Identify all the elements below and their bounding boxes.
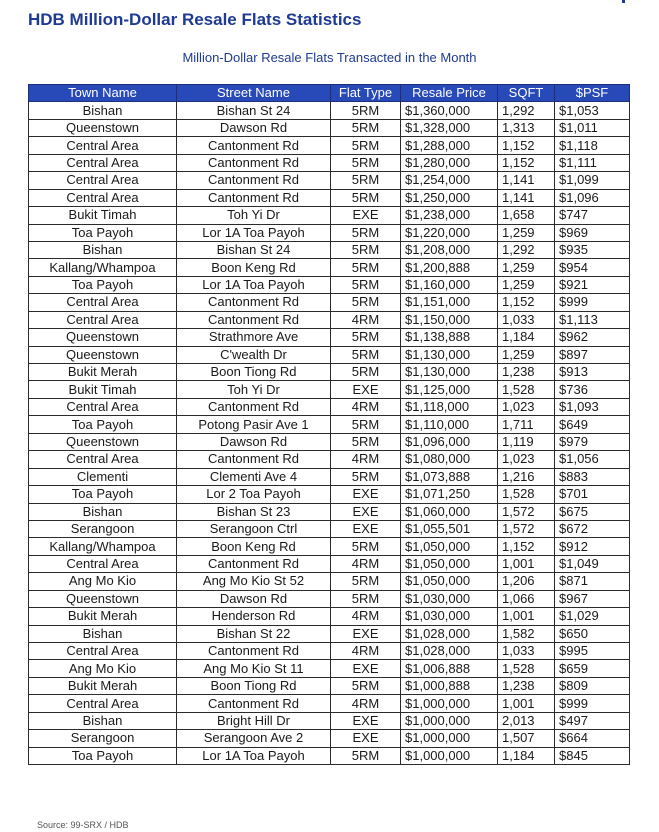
price-cell: $1,110,000 [401, 416, 498, 433]
street-cell: Bishan St 22 [177, 625, 331, 642]
price-cell: $1,096,000 [401, 433, 498, 450]
town-cell: Toa Payoh [29, 276, 177, 293]
price-cell: $1,150,000 [401, 311, 498, 328]
town-cell: Bukit Timah [29, 207, 177, 224]
street-cell: Clementi Ave 4 [177, 468, 331, 485]
town-cell: Queenstown [29, 433, 177, 450]
table-row [29, 643, 630, 660]
flat-type-cell: 4RM [331, 311, 401, 328]
header-sqft: SQFT [498, 85, 555, 102]
flat-type-cell: 5RM [331, 346, 401, 363]
table-row [29, 503, 630, 520]
sqft-cell: 1,528 [498, 486, 555, 503]
town-cell: Central Area [29, 154, 177, 171]
sqft-cell: 1,152 [498, 538, 555, 555]
flat-type-cell: 4RM [331, 695, 401, 712]
price-cell: $1,138,888 [401, 329, 498, 346]
price-cell: $1,151,000 [401, 294, 498, 311]
table-row [29, 468, 630, 485]
street-cell: Cantonment Rd [177, 311, 331, 328]
flat-type-cell: 5RM [331, 241, 401, 258]
street-cell: Dawson Rd [177, 433, 331, 450]
psf-cell: $979 [555, 433, 630, 450]
psf-cell: $1,118 [555, 137, 630, 154]
flat-type-cell: 4RM [331, 608, 401, 625]
street-cell: Bishan St 24 [177, 241, 331, 258]
price-cell: $1,360,000 [401, 102, 498, 119]
accent-mark [622, 0, 625, 3]
table-row [29, 224, 630, 241]
town-cell: Bishan [29, 712, 177, 729]
table-row [29, 102, 630, 119]
price-cell: $1,006,888 [401, 660, 498, 677]
street-cell: Dawson Rd [177, 119, 331, 136]
flat-type-cell: 5RM [331, 538, 401, 555]
psf-cell: $1,113 [555, 311, 630, 328]
price-cell: $1,130,000 [401, 364, 498, 381]
sqft-cell: 1,711 [498, 416, 555, 433]
table-row [29, 677, 630, 694]
street-cell: Henderson Rd [177, 608, 331, 625]
price-cell: $1,071,250 [401, 486, 498, 503]
table-row [29, 398, 630, 415]
flat-type-cell: 5RM [331, 590, 401, 607]
flat-type-cell: 5RM [331, 294, 401, 311]
town-cell: Bukit Merah [29, 677, 177, 694]
street-cell: Cantonment Rd [177, 451, 331, 468]
psf-cell: $1,096 [555, 189, 630, 206]
psf-cell: $1,111 [555, 154, 630, 171]
flat-type-cell: EXE [331, 486, 401, 503]
sqft-cell: 1,313 [498, 119, 555, 136]
table-row [29, 747, 630, 764]
sqft-cell: 1,292 [498, 241, 555, 258]
flat-type-cell: EXE [331, 381, 401, 398]
psf-cell: $962 [555, 329, 630, 346]
sqft-cell: 1,206 [498, 573, 555, 590]
street-cell: Cantonment Rd [177, 695, 331, 712]
header-psf: $PSF [555, 85, 630, 102]
town-cell: Toa Payoh [29, 224, 177, 241]
table-row [29, 573, 630, 590]
psf-cell: $672 [555, 520, 630, 537]
price-cell: $1,050,000 [401, 538, 498, 555]
sqft-cell: 1,216 [498, 468, 555, 485]
table-row [29, 416, 630, 433]
flat-type-cell: 5RM [331, 224, 401, 241]
flat-type-cell: 5RM [331, 259, 401, 276]
town-cell: Bishan [29, 241, 177, 258]
sqft-cell: 1,658 [498, 207, 555, 224]
psf-cell: $649 [555, 416, 630, 433]
price-cell: $1,280,000 [401, 154, 498, 171]
street-cell: Toh Yi Dr [177, 381, 331, 398]
street-cell: Lor 2 Toa Payoh [177, 486, 331, 503]
sqft-cell: 1,259 [498, 276, 555, 293]
street-cell: Toh Yi Dr [177, 207, 331, 224]
sqft-cell: 1,572 [498, 520, 555, 537]
sqft-cell: 1,001 [498, 695, 555, 712]
town-cell: Ang Mo Kio [29, 660, 177, 677]
table-row [29, 137, 630, 154]
street-cell: Boon Keng Rd [177, 538, 331, 555]
town-cell: Clementi [29, 468, 177, 485]
price-cell: $1,254,000 [401, 172, 498, 189]
town-cell: Serangoon [29, 730, 177, 747]
town-cell: Kallang/Whampoa [29, 538, 177, 555]
flat-type-cell: EXE [331, 660, 401, 677]
flat-type-cell: 5RM [331, 119, 401, 136]
psf-cell: $650 [555, 625, 630, 642]
street-cell: Ang Mo Kio St 11 [177, 660, 331, 677]
town-cell: Central Area [29, 311, 177, 328]
sqft-cell: 1,023 [498, 398, 555, 415]
table-row [29, 329, 630, 346]
psf-cell: $935 [555, 241, 630, 258]
table-row [29, 730, 630, 747]
table-row [29, 364, 630, 381]
flat-type-cell: 5RM [331, 172, 401, 189]
street-cell: Ang Mo Kio St 52 [177, 573, 331, 590]
flat-type-cell: 5RM [331, 189, 401, 206]
sqft-cell: 1,152 [498, 137, 555, 154]
sqft-cell: 1,184 [498, 329, 555, 346]
town-cell: Queenstown [29, 346, 177, 363]
psf-cell: $1,099 [555, 172, 630, 189]
sqft-cell: 1,259 [498, 346, 555, 363]
table-row [29, 207, 630, 224]
town-cell: Central Area [29, 189, 177, 206]
psf-cell: $913 [555, 364, 630, 381]
price-cell: $1,208,000 [401, 241, 498, 258]
flat-type-cell: EXE [331, 730, 401, 747]
flat-type-cell: 4RM [331, 555, 401, 572]
psf-cell: $1,029 [555, 608, 630, 625]
street-cell: Boon Tiong Rd [177, 677, 331, 694]
table-subtitle: Million-Dollar Resale Flats Transacted in the Month [182, 50, 477, 65]
price-cell: $1,118,000 [401, 398, 498, 415]
flat-type-cell: 5RM [331, 433, 401, 450]
psf-cell: $701 [555, 486, 630, 503]
sqft-cell: 1,582 [498, 625, 555, 642]
street-cell: Dawson Rd [177, 590, 331, 607]
sqft-cell: 1,141 [498, 189, 555, 206]
header-street-name: Street Name [177, 85, 331, 102]
sqft-cell: 1,001 [498, 608, 555, 625]
table-row [29, 381, 630, 398]
table-row [29, 276, 630, 293]
table-row [29, 433, 630, 450]
page-title: HDB Million-Dollar Resale Flats Statistics [28, 10, 362, 29]
psf-cell: $999 [555, 294, 630, 311]
flat-type-cell: 5RM [331, 102, 401, 119]
town-cell: Ang Mo Kio [29, 573, 177, 590]
flat-type-cell: 5RM [331, 154, 401, 171]
town-cell: Bishan [29, 503, 177, 520]
sqft-cell: 1,066 [498, 590, 555, 607]
street-cell: Lor 1A Toa Payoh [177, 224, 331, 241]
table-row [29, 451, 630, 468]
town-cell: Central Area [29, 451, 177, 468]
price-cell: $1,000,000 [401, 747, 498, 764]
sqft-cell: 1,528 [498, 660, 555, 677]
price-cell: $1,000,000 [401, 712, 498, 729]
psf-cell: $921 [555, 276, 630, 293]
street-cell: Cantonment Rd [177, 294, 331, 311]
psf-cell: $1,093 [555, 398, 630, 415]
psf-cell: $967 [555, 590, 630, 607]
street-cell: Cantonment Rd [177, 189, 331, 206]
town-cell: Toa Payoh [29, 486, 177, 503]
price-cell: $1,000,888 [401, 677, 498, 694]
psf-cell: $999 [555, 695, 630, 712]
sqft-cell: 1,292 [498, 102, 555, 119]
table-row [29, 486, 630, 503]
street-cell: Lor 1A Toa Payoh [177, 276, 331, 293]
town-cell: Serangoon [29, 520, 177, 537]
town-cell: Bukit Merah [29, 608, 177, 625]
town-cell: Queenstown [29, 119, 177, 136]
street-cell: Cantonment Rd [177, 154, 331, 171]
sqft-cell: 1,572 [498, 503, 555, 520]
table-row [29, 520, 630, 537]
table-row [29, 241, 630, 258]
flat-type-cell: 4RM [331, 643, 401, 660]
table-row [29, 346, 630, 363]
sqft-cell: 1,001 [498, 555, 555, 572]
psf-cell: $897 [555, 346, 630, 363]
psf-cell: $659 [555, 660, 630, 677]
sqft-cell: 1,238 [498, 364, 555, 381]
flat-type-cell: 5RM [331, 276, 401, 293]
price-cell: $1,050,000 [401, 573, 498, 590]
sqft-cell: 1,184 [498, 747, 555, 764]
price-cell: $1,055,501 [401, 520, 498, 537]
price-cell: $1,160,000 [401, 276, 498, 293]
psf-cell: $1,053 [555, 102, 630, 119]
street-cell: Lor 1A Toa Payoh [177, 747, 331, 764]
price-cell: $1,130,000 [401, 346, 498, 363]
street-cell: Boon Tiong Rd [177, 364, 331, 381]
flat-type-cell: 5RM [331, 747, 401, 764]
psf-cell: $871 [555, 573, 630, 590]
street-cell: Bishan St 23 [177, 503, 331, 520]
town-cell: Central Area [29, 294, 177, 311]
flat-type-cell: 5RM [331, 137, 401, 154]
price-cell: $1,328,000 [401, 119, 498, 136]
price-cell: $1,030,000 [401, 590, 498, 607]
flat-type-cell: EXE [331, 520, 401, 537]
flat-type-cell: EXE [331, 207, 401, 224]
table-header-row [29, 85, 630, 102]
flat-type-cell: 5RM [331, 677, 401, 694]
street-cell: Cantonment Rd [177, 137, 331, 154]
town-cell: Kallang/Whampoa [29, 259, 177, 276]
psf-cell: $1,011 [555, 119, 630, 136]
flat-type-cell: 5RM [331, 364, 401, 381]
price-cell: $1,030,000 [401, 608, 498, 625]
sqft-cell: 2,013 [498, 712, 555, 729]
town-cell: Central Area [29, 172, 177, 189]
street-cell: Cantonment Rd [177, 172, 331, 189]
town-cell: Toa Payoh [29, 416, 177, 433]
street-cell: Strathmore Ave [177, 329, 331, 346]
table-row [29, 555, 630, 572]
psf-cell: $912 [555, 538, 630, 555]
table-row [29, 712, 630, 729]
town-cell: Bishan [29, 102, 177, 119]
price-cell: $1,000,000 [401, 695, 498, 712]
header-town-name: Town Name [29, 85, 177, 102]
street-cell: Serangoon Ctrl [177, 520, 331, 537]
price-cell: $1,050,000 [401, 555, 498, 572]
flat-type-cell: 5RM [331, 468, 401, 485]
table-row [29, 608, 630, 625]
town-cell: Central Area [29, 555, 177, 572]
sqft-cell: 1,259 [498, 259, 555, 276]
town-cell: Central Area [29, 643, 177, 660]
psf-cell: $883 [555, 468, 630, 485]
table-body [29, 102, 630, 765]
psf-cell: $845 [555, 747, 630, 764]
price-cell: $1,080,000 [401, 451, 498, 468]
table-row [29, 538, 630, 555]
town-cell: Central Area [29, 695, 177, 712]
town-cell: Central Area [29, 398, 177, 415]
flat-type-cell: 4RM [331, 398, 401, 415]
flat-type-cell: 4RM [331, 451, 401, 468]
psf-cell: $1,049 [555, 555, 630, 572]
table-row [29, 172, 630, 189]
sqft-cell: 1,528 [498, 381, 555, 398]
price-cell: $1,250,000 [401, 189, 498, 206]
price-cell: $1,220,000 [401, 224, 498, 241]
psf-cell: $736 [555, 381, 630, 398]
sqft-cell: 1,152 [498, 294, 555, 311]
psf-cell: $809 [555, 677, 630, 694]
price-cell: $1,060,000 [401, 503, 498, 520]
table-row [29, 294, 630, 311]
price-cell: $1,238,000 [401, 207, 498, 224]
flat-type-cell: 5RM [331, 416, 401, 433]
flat-type-cell: EXE [331, 503, 401, 520]
street-cell: Bright Hill Dr [177, 712, 331, 729]
table-row [29, 625, 630, 642]
sqft-cell: 1,119 [498, 433, 555, 450]
flat-type-cell: 5RM [331, 573, 401, 590]
price-cell: $1,125,000 [401, 381, 498, 398]
street-cell: Cantonment Rd [177, 643, 331, 660]
price-cell: $1,000,000 [401, 730, 498, 747]
town-cell: Queenstown [29, 590, 177, 607]
street-cell: Potong Pasir Ave 1 [177, 416, 331, 433]
town-cell: Bukit Timah [29, 381, 177, 398]
psf-cell: $664 [555, 730, 630, 747]
psf-cell: $497 [555, 712, 630, 729]
header-resale-price: Resale Price [401, 85, 498, 102]
table-row [29, 154, 630, 171]
psf-cell: $747 [555, 207, 630, 224]
price-cell: $1,073,888 [401, 468, 498, 485]
sqft-cell: 1,033 [498, 311, 555, 328]
street-cell: Serangoon Ave 2 [177, 730, 331, 747]
table-row [29, 119, 630, 136]
town-cell: Toa Payoh [29, 747, 177, 764]
table-row [29, 189, 630, 206]
psf-cell: $1,056 [555, 451, 630, 468]
sqft-cell: 1,507 [498, 730, 555, 747]
table-row [29, 311, 630, 328]
town-cell: Queenstown [29, 329, 177, 346]
table-row [29, 660, 630, 677]
flat-type-cell: 5RM [331, 329, 401, 346]
sqft-cell: 1,033 [498, 643, 555, 660]
price-cell: $1,028,000 [401, 625, 498, 642]
town-cell: Bukit Merah [29, 364, 177, 381]
flat-type-cell: EXE [331, 625, 401, 642]
price-cell: $1,288,000 [401, 137, 498, 154]
psf-cell: $675 [555, 503, 630, 520]
price-cell: $1,200,888 [401, 259, 498, 276]
sqft-cell: 1,152 [498, 154, 555, 171]
psf-cell: $954 [555, 259, 630, 276]
town-cell: Central Area [29, 137, 177, 154]
sqft-cell: 1,023 [498, 451, 555, 468]
header-flat-type: Flat Type [331, 85, 401, 102]
street-cell: Bishan St 24 [177, 102, 331, 119]
source-note: Source: 99-SRX / HDB [37, 820, 129, 830]
town-cell: Bishan [29, 625, 177, 642]
street-cell: Cantonment Rd [177, 398, 331, 415]
sqft-cell: 1,238 [498, 677, 555, 694]
psf-cell: $995 [555, 643, 630, 660]
sqft-cell: 1,259 [498, 224, 555, 241]
top-accent-bar [0, 0, 659, 3]
table-row [29, 259, 630, 276]
psf-cell: $969 [555, 224, 630, 241]
resale-flats-table [28, 84, 630, 765]
price-cell: $1,028,000 [401, 643, 498, 660]
street-cell: Cantonment Rd [177, 555, 331, 572]
table-row [29, 695, 630, 712]
street-cell: C'wealth Dr [177, 346, 331, 363]
sqft-cell: 1,141 [498, 172, 555, 189]
table-row [29, 590, 630, 607]
street-cell: Boon Keng Rd [177, 259, 331, 276]
flat-type-cell: EXE [331, 712, 401, 729]
